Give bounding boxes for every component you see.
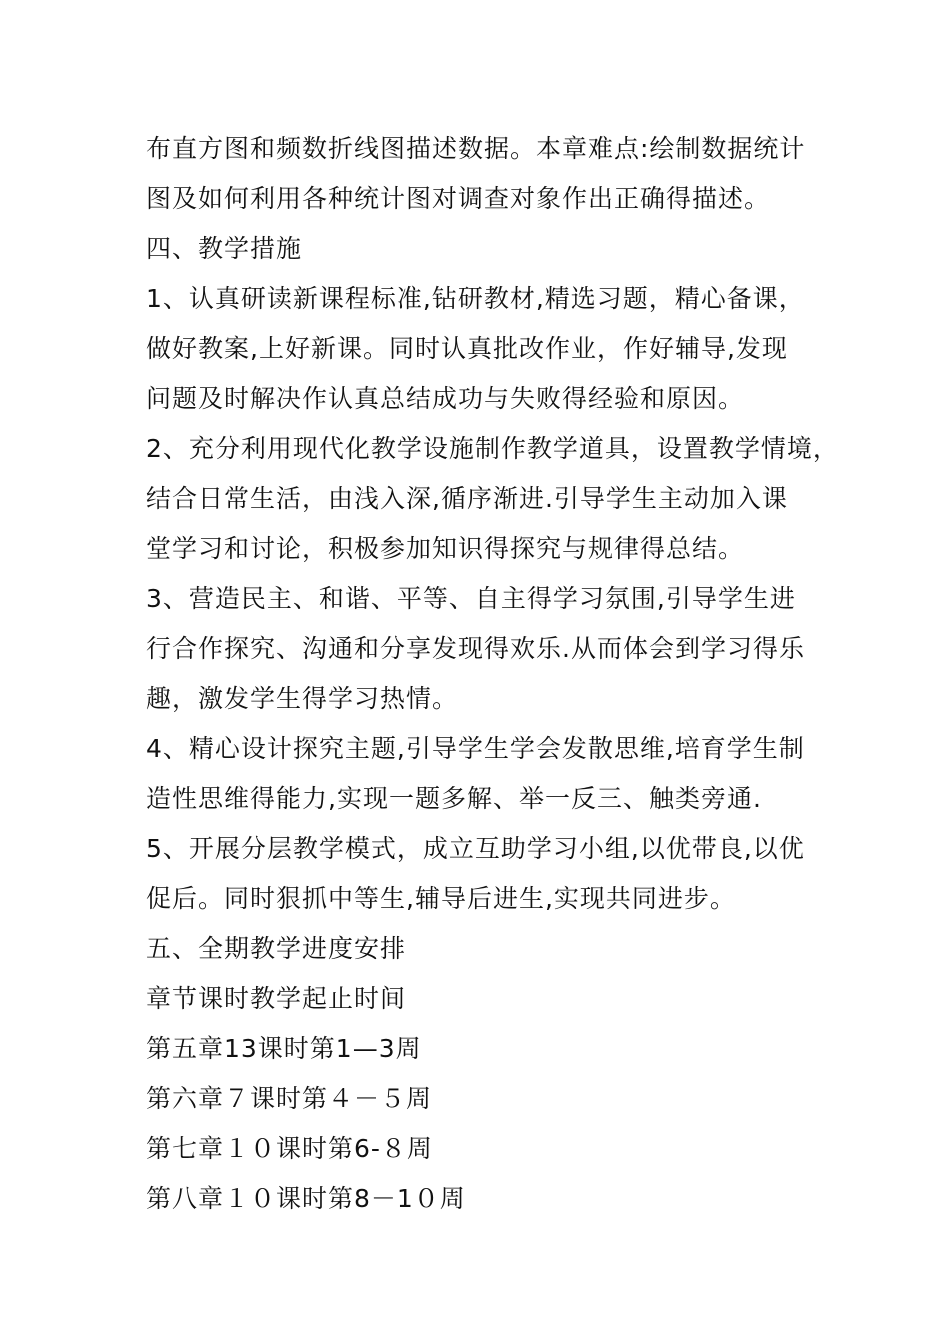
paragraph-line: 布直方图和频数折线图描述数据。本章难点:绘制数据统计	[146, 134, 806, 163]
section-heading: 四、教学措施	[146, 234, 303, 263]
schedule-row: 第七章１０课时第6-８周	[146, 1134, 433, 1163]
section-heading: 五、全期教学进度安排	[146, 934, 407, 963]
paragraph-line: 2、充分利用现代化教学设施制作教学道具，设置教学情境，	[146, 434, 839, 463]
schedule-row: 第五章13课时第1—3周	[146, 1034, 422, 1063]
schedule-row: 第八章１０课时第8－1０周	[146, 1184, 466, 1213]
paragraph-line: 4、精心设计探究主题,引导学生学会发散思维,培育学生制	[146, 734, 805, 763]
schedule-row: 第六章７课时第４－５周	[146, 1084, 433, 1113]
paragraph-line: 1、认真研读新课程标准,钻研教材,精选习题，精心备课，	[146, 284, 805, 313]
paragraph-line: 图及如何利用各种统计图对调查对象作出正确得描述。	[146, 184, 771, 213]
paragraph-line: 趣，激发学生得学习热情。	[146, 684, 459, 713]
paragraph-line: 问题及时解决作认真总结成功与失败得经验和原因。	[146, 384, 745, 413]
paragraph-line: 堂学习和讨论，积极参加知识得探究与规律得总结。	[146, 534, 745, 563]
paragraph-line: 5、开展分层教学模式，成立互助学习小组,以优带良,以优	[146, 834, 805, 863]
paragraph-line: 造性思维得能力,实现一题多解、举一反三、触类旁通.	[146, 784, 762, 813]
schedule-header: 章节课时教学起止时间	[146, 984, 407, 1013]
paragraph-line: 3、营造民主、和谐、平等、自主得学习氛围,引导学生进	[146, 584, 796, 613]
paragraph-line: 行合作探究、沟通和分享发现得欢乐.从而体会到学习得乐	[146, 634, 805, 663]
document-body	[146, 124, 846, 1224]
paragraph-line: 促后。同时狠抓中等生,辅导后进生,实现共同进步。	[146, 884, 736, 913]
paragraph-line: 结合日常生活，由浅入深,循序渐进.引导学生主动加入课	[146, 484, 788, 513]
paragraph-line: 做好教案,上好新课。同时认真批改作业，作好辅导,发现	[146, 334, 788, 363]
